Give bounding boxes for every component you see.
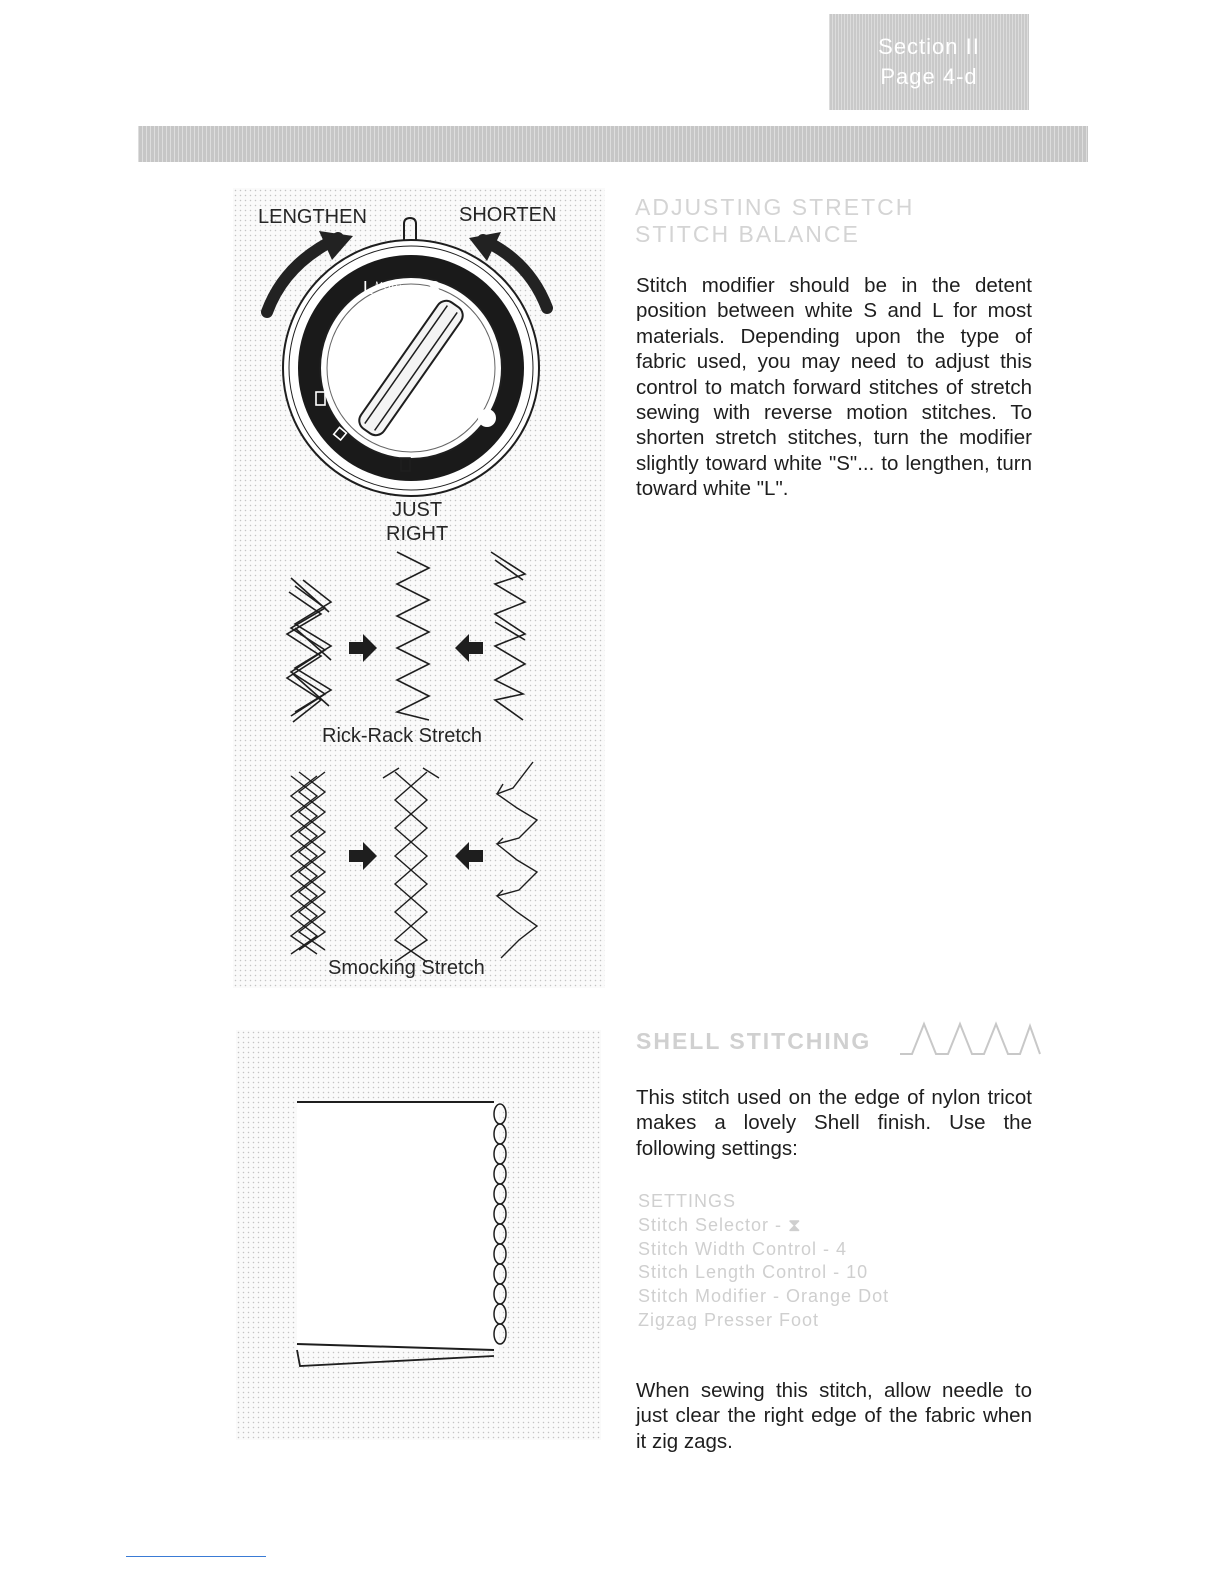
left-arrow-icon: [455, 842, 483, 870]
setting-stitch-length: Stitch Length Control - 10: [638, 1262, 869, 1283]
shorten-label: SHORTEN: [459, 204, 557, 226]
stretch-heading-line1: ADJUSTING STRETCH: [635, 194, 915, 220]
dial-brand-text: MODIFIER: [374, 279, 428, 297]
header-band: [138, 126, 1088, 162]
section-tab: [829, 14, 1029, 110]
dial-letter-l: L: [363, 278, 374, 298]
section-label: Section II: [878, 34, 980, 59]
settings-title: SETTINGS: [638, 1191, 737, 1211]
smocking-correct-stitch-icon: [383, 768, 439, 962]
shell-stitch-symbol-icon: [898, 1018, 1044, 1058]
rick-rack-stretch-caption: Rick-Rack Stretch: [322, 725, 483, 747]
just-right-line1: JUST: [392, 499, 443, 521]
smocking-stretch-caption: Smocking Stretch: [328, 957, 485, 979]
stretch-heading: [635, 194, 1035, 248]
shell-stitch-illustration: [236, 1030, 601, 1440]
stretch-body-text: Stitch modifier should be in the detent position between white S and L for most materials. Depending upon the type of fabric used, you may need to adjust this control to match forward stitches of stretch sewing with reverse motion stitches. To shorten stretch stitches, turn the modifier slightly toward white "S"... to lengthen, turn toward white "L".: [636, 274, 1032, 501]
shell-heading: SHELL STITCHING: [636, 1028, 872, 1054]
just-right-line2: RIGHT: [386, 523, 449, 545]
stitch-modifier-dial-icon: [283, 240, 539, 496]
dial-stitch-illustration: [233, 188, 605, 988]
setting-stitch-selector: Stitch Selector - ⧗: [638, 1214, 802, 1235]
setting-presser-foot: Zigzag Presser Foot: [638, 1309, 820, 1330]
smocking-long-stitch-icon: [291, 772, 325, 954]
setting-stitch-modifier: Stitch Modifier - Orange Dot: [638, 1286, 890, 1307]
settings-block: [638, 1190, 1038, 1333]
smocking-short-stitch-icon: [497, 762, 537, 958]
fabric-edge-icon: [297, 1102, 499, 1366]
footer-rule: [126, 1556, 266, 1557]
dial-letter-s: S: [428, 278, 441, 298]
left-arrow-icon: [455, 634, 483, 662]
rick-rack-short-stitch-icon: [491, 552, 525, 720]
just-right-label: [386, 498, 448, 546]
shell-closing-text: When sewing this stitch, allow needle to just clear the right edge of the fabric when it zig zags.: [636, 1379, 1032, 1453]
rick-rack-long-stitch-icon: [287, 578, 331, 722]
shell-intro-text: This stitch used on the edge of nylon tricot makes a lovely Shell finish. Use the following settings:: [636, 1086, 1032, 1160]
lengthen-label: LENGTHEN: [258, 206, 367, 228]
right-arrow-icon: [349, 842, 377, 870]
setting-stitch-width: Stitch Width Control - 4: [638, 1238, 848, 1259]
right-arrow-icon: [349, 634, 377, 662]
stretch-heading-line2: STITCH BALANCE: [635, 221, 860, 247]
shell-heading-row: [636, 1018, 1046, 1058]
page-label: Page 4-d: [880, 64, 978, 89]
rick-rack-correct-stitch-icon: [397, 552, 429, 720]
